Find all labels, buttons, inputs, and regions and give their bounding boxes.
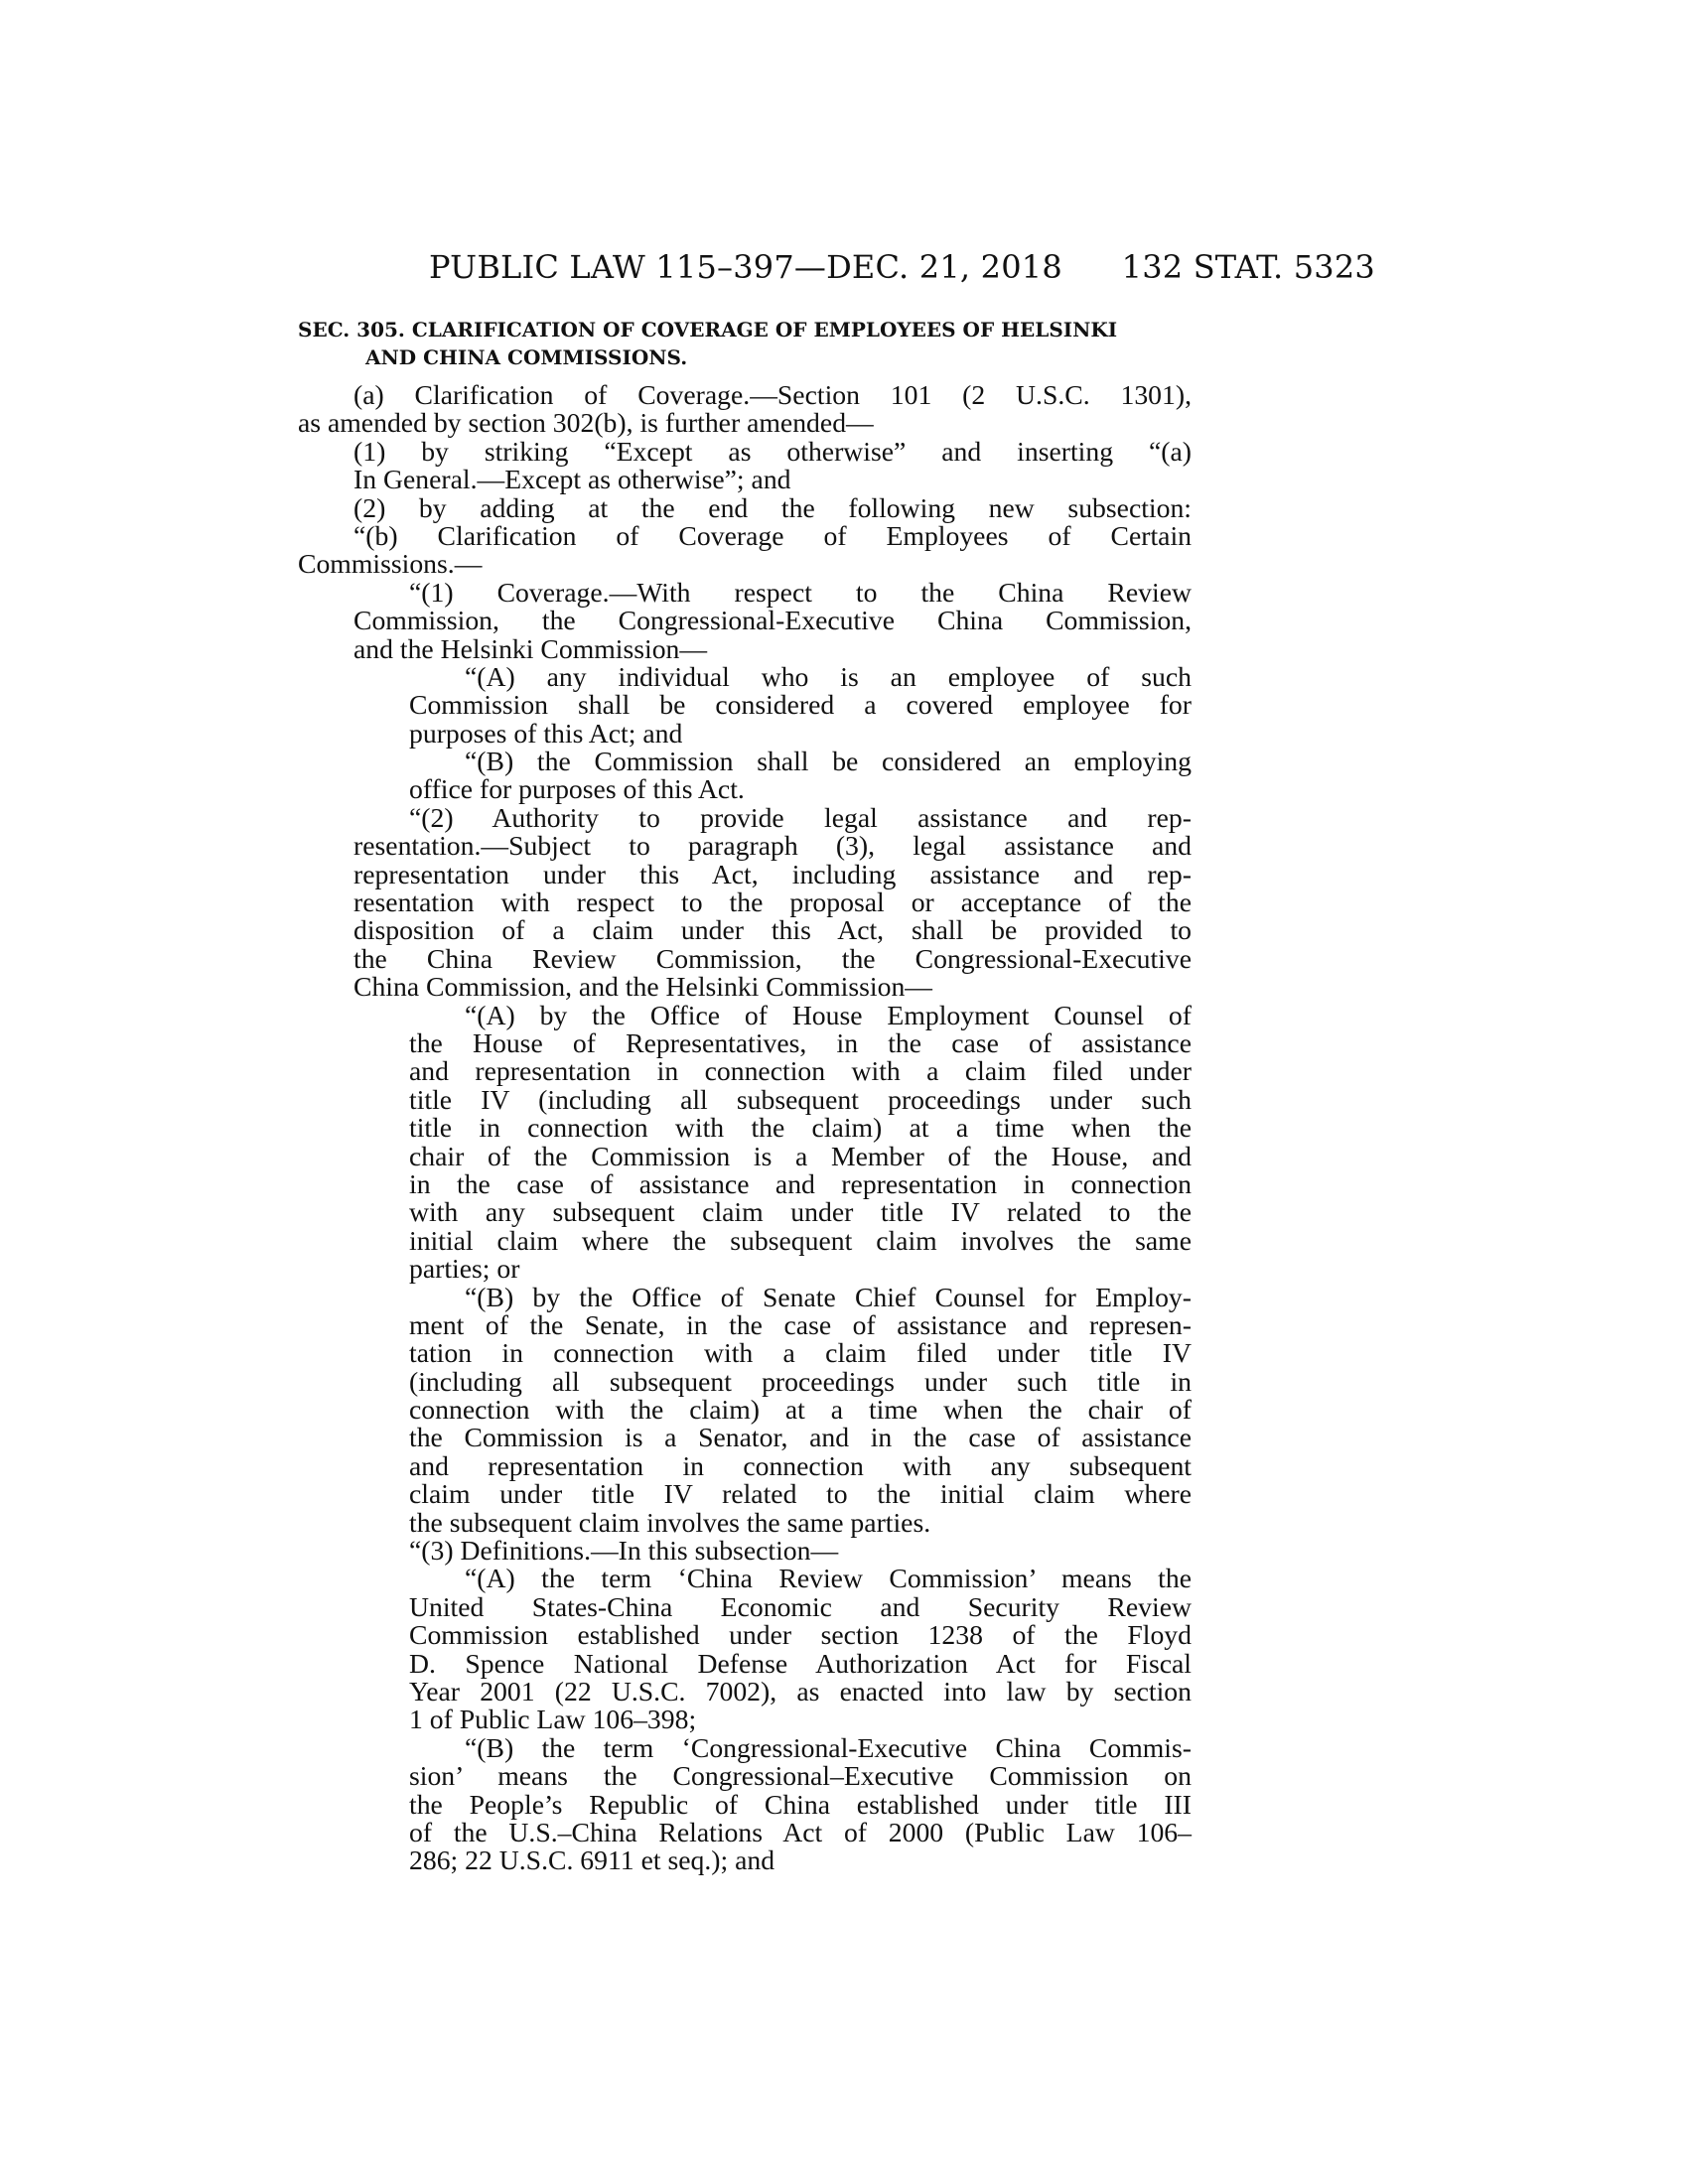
running-header — [298, 248, 1375, 294]
text-line: Commission shall be considered a covered employee for — [409, 689, 1192, 721]
text-line: “(A) any individual who is an employee of such — [465, 660, 1192, 692]
text-line: (a) Clarification of Coverage.—Section 101 (2 U.S.C. 1301), — [353, 379, 1192, 410]
text-line: the People’s Republic of China established under title III — [409, 1788, 1192, 1820]
text-line: “(b) Clarification of Coverage of Employees of Certain — [353, 519, 1192, 551]
section-heading — [298, 316, 1192, 371]
text-line: initial claim where the subsequent claim involves the same — [409, 1224, 1192, 1256]
text-line: claim under title IV related to the initial claim where — [409, 1478, 1192, 1510]
section-body — [298, 381, 1192, 1875]
text-line: representation under this Act, including assistance and rep- — [353, 858, 1192, 889]
text-line: (1) by striking “Except as otherwise” and inserting “(a) — [353, 435, 1192, 467]
text-line: “(3) Definitions.—In this subsection— — [409, 1535, 839, 1567]
text-line: purposes of this Act; and — [409, 717, 683, 749]
text-line: “(B) the Commission shall be considered an employing — [465, 746, 1192, 777]
text-line: United States-China Economic and Security Review — [409, 1590, 1192, 1622]
text-line: as amended by section 302(b), is further amended— — [298, 407, 874, 439]
text-line: 286; 22 U.S.C. 6911 et seq.); and — [409, 1844, 775, 1876]
text-line: and representation in connection with any subsequent — [409, 1449, 1192, 1481]
text-line: China Commission, and the Helsinki Commission— — [353, 971, 932, 1003]
text-line: ment of the Senate, in the case of assistance and represen- — [409, 1308, 1192, 1340]
text-line: parties; or — [409, 1253, 520, 1285]
text-line: Commission, the Congressional-Executive China Commission, — [353, 605, 1192, 636]
text-line: (2) by adding at the end the following new subsection: — [353, 491, 1192, 523]
text-line: Year 2001 (22 U.S.C. 7002), as enacted into law by section — [409, 1675, 1192, 1706]
text-line: in the case of assistance and representation in connection — [409, 1167, 1192, 1199]
text-line: (including all subsequent proceedings under such title in — [409, 1365, 1192, 1397]
text-line: with any subsequent claim under title IV related to the — [409, 1196, 1192, 1228]
text-line: and the Helsinki Commission— — [353, 632, 708, 664]
text-line: the House of Representatives, in the case of assistance — [409, 1026, 1192, 1058]
text-line: 1 of Public Law 106–398; — [409, 1704, 697, 1735]
text-line: “(B) the term ‘Congressional-Executive China Commis- — [465, 1731, 1192, 1763]
text-line: the Commission is a Senator, and in the case of assistance — [409, 1422, 1192, 1453]
text-line: “(A) by the Office of House Employment Counsel of — [465, 999, 1192, 1030]
text-line: “(1) Coverage.—With respect to the China Review — [409, 576, 1192, 608]
text-line: In General.—Except as otherwise”; and — [353, 464, 791, 495]
statute-page-number: 132 STAT. 5323 — [1121, 248, 1375, 286]
text-line: resentation with respect to the proposal or acceptance of the — [353, 887, 1192, 918]
text-line: the China Review Commission, the Congressional-Executive — [353, 942, 1192, 974]
text-line: of the U.S.–China Relations Act of 2000 (Public Law 106– — [409, 1816, 1192, 1847]
text-line: “(2) Authority to provide legal assistance and rep- — [409, 801, 1192, 833]
text-line: tation in connection with a claim filed under title IV — [409, 1337, 1192, 1369]
text-line: resentation.—Subject to paragraph (3), legal assistance and — [353, 830, 1192, 862]
text-line: office for purposes of this Act. — [409, 773, 745, 805]
text-line: title IV (including all subsequent proceedings under such — [409, 1083, 1192, 1115]
section-heading-line: AND CHINA COMMISSIONS. — [365, 345, 688, 369]
header-title: PUBLIC LAW 115–397—DEC. 21, 2018 — [429, 248, 1062, 286]
text-line: chair of the Commission is a Member of the House, and — [409, 1140, 1192, 1171]
text-line: disposition of a claim under this Act, shall be provided to — [353, 914, 1192, 946]
section-heading-line: SEC. 305. CLARIFICATION OF COVERAGE OF EMPLOYEES OF HELSINKI — [298, 318, 1118, 341]
text-line: title in connection with the claim) at a time when the — [409, 1112, 1192, 1144]
text-line: sion’ means the Congressional–Executive Commission on — [409, 1760, 1192, 1792]
text-line: Commission established under section 1238 of the Floyd — [409, 1619, 1192, 1651]
text-line: Commissions.— — [298, 548, 483, 580]
text-line: and representation in connection with a claim filed under — [409, 1055, 1192, 1087]
text-line: connection with the claim) at a time when the chair of — [409, 1394, 1192, 1426]
text-line: D. Spence National Defense Authorization Act for Fiscal — [409, 1647, 1192, 1679]
text-line: “(B) by the Office of Senate Chief Counsel for Employ- — [465, 1281, 1192, 1312]
text-line: the subsequent claim involves the same parties. — [409, 1506, 931, 1538]
text-line: “(A) the term ‘China Review Commission’ means the — [465, 1563, 1192, 1594]
